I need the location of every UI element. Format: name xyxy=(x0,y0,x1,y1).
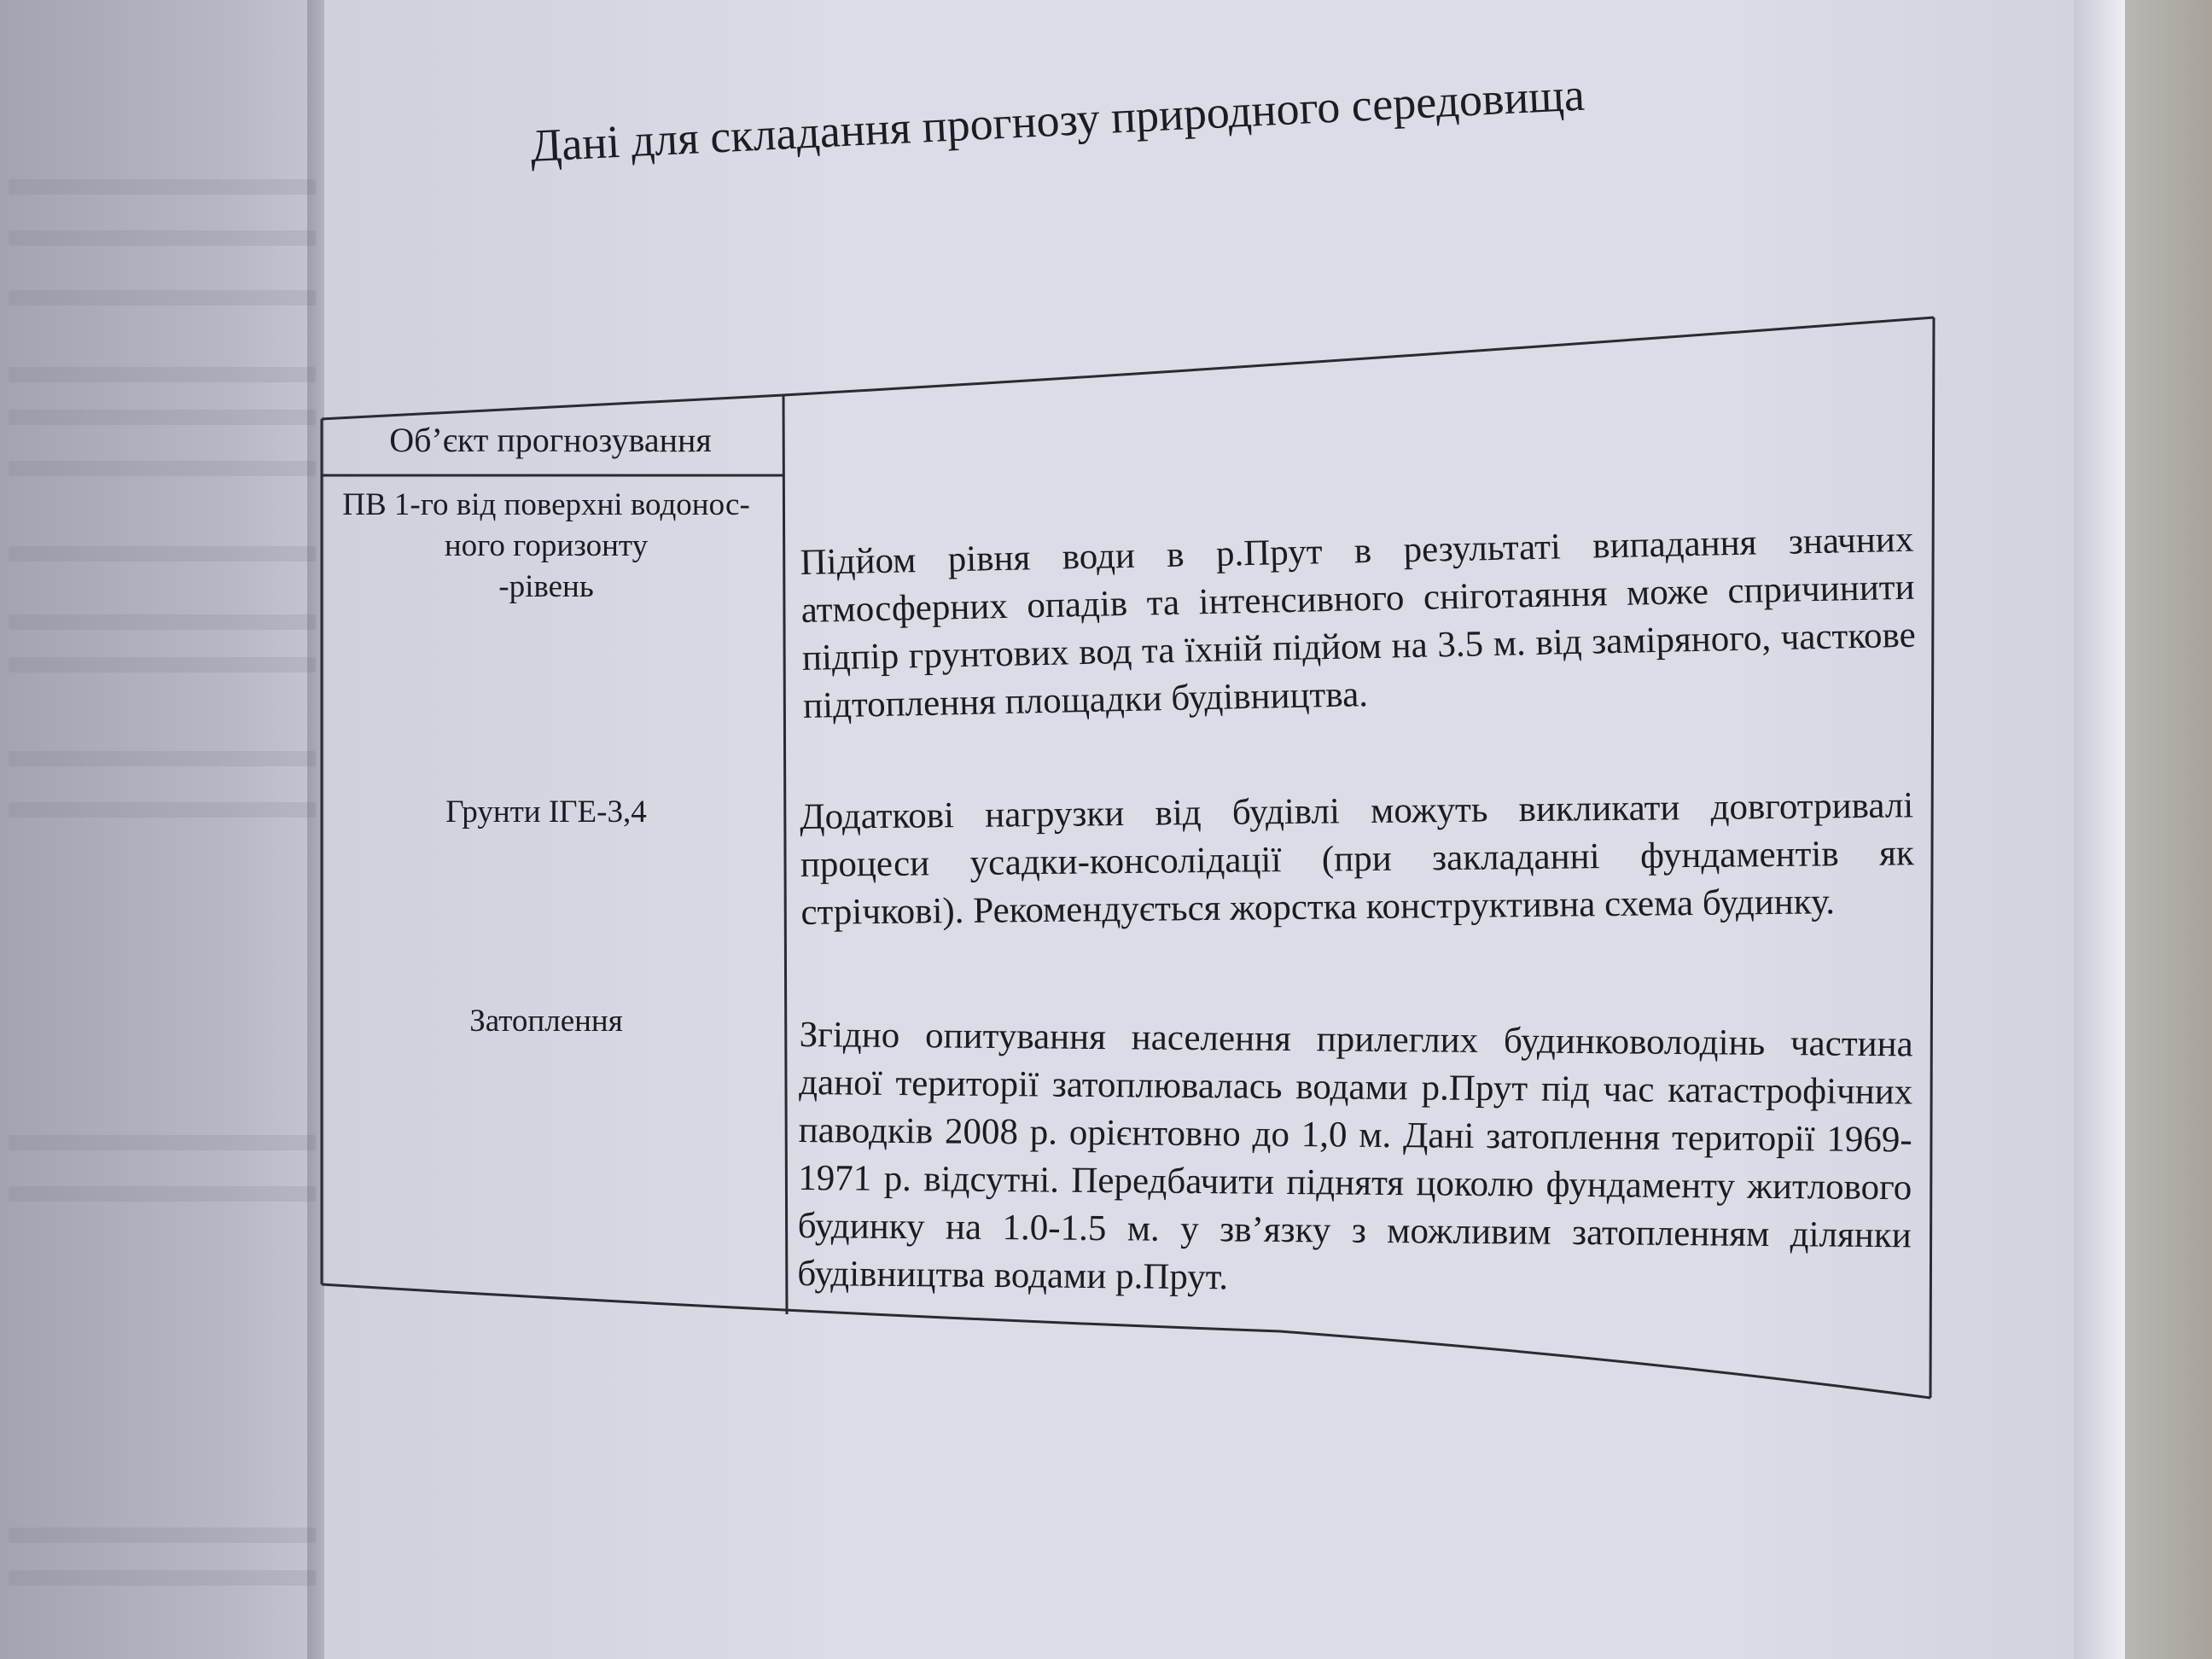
row-description-soils: Додаткові нагрузки від будівлі можуть викликати довготривалі процеси усадки-консолідації (при закладанні фундаментів як стрічкові). Рекомендується жорстка конструктивна схема будинку. xyxy=(800,785,1915,933)
row-object-line: Затоплення xyxy=(469,1004,623,1039)
row-object-line: ПВ 1-го від поверхні водонос- xyxy=(342,487,750,522)
row-object-soils xyxy=(329,792,764,833)
row-object-flooding xyxy=(329,1001,764,1042)
row-object-groundwater xyxy=(329,485,764,608)
row-object-line: Грунти ІГЕ-3,4 xyxy=(445,795,647,830)
table-top-border-right xyxy=(783,317,1934,395)
row-description-groundwater: Підйом рівня води в р.Прут в результаті випадання значних атмосферних опадів та інтенсивного сніготаяння може спричинити підпір грунтових вод та їхній підйом на 3.5 м. від заміряного, часткове підтоплення площадки будівництва. xyxy=(800,519,1917,726)
column-divider xyxy=(783,395,787,1314)
table-header-object: Об’єкт прогнозування xyxy=(389,421,712,459)
table-right-border xyxy=(1930,317,1934,1398)
row-object-line: -рівень xyxy=(498,569,594,604)
row-object-line: ного горизонту xyxy=(444,528,649,563)
row-description-flooding: Згідно опитування населення прилеглих будинковолодінь частина даної території затоплювалась водами р.Прут під час катастрофічних паводків 2008 р. орієнтовно до 1,0 м. Дані затоплення території 1969-1971 р. відсутні. Передбачити піднятя цоколю фундаменту житлового будинку на 1.0-1.5 м. у зв’язку з можливим затопленням ділянки будівництва водами р.Прут. xyxy=(797,1014,1913,1298)
table-top-border-left xyxy=(322,395,783,419)
page-title: Дані для складання прогнозу природного середовища xyxy=(529,68,1586,172)
